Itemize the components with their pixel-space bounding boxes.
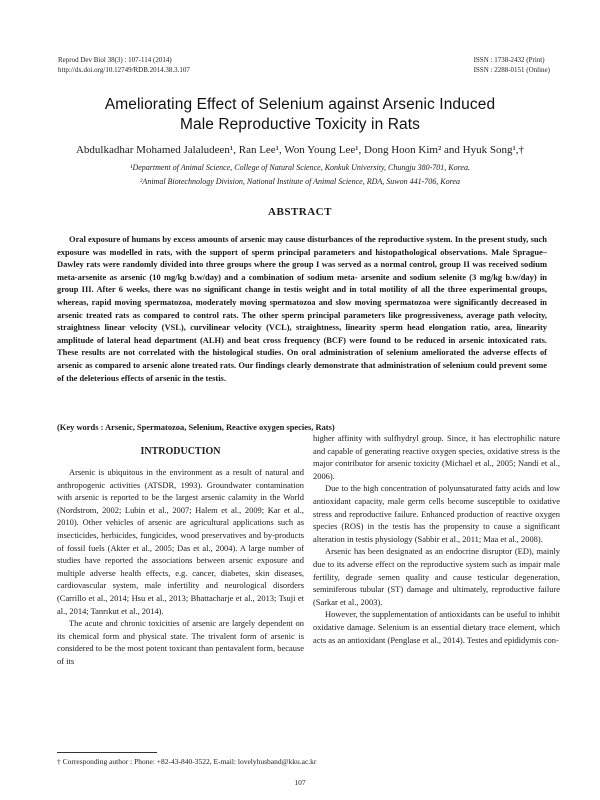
abstract-text: Oral exposure of humans by excess amounts of arsenic may cause disturbances of the reproductive system. In the present study, such exposure was modelled in rats, with the support of sperm principal parameters and histopathological observations. Male Sprague–Dawley rats were randomly divided into three groups where the group I was served as a normal control, group II was received sodium meta-arsenite as arsenic (10 mg/kg b.w/day) and a combination of sodium meta- arsenite and sodium selenite (3 mg/kg b.w/day) in group III. After 6 weeks, there was no significant change in testis weight and in total motility of all the three experimental groups, whereas, rapid moving spermatozoa, moderately moving spermatozoa and slow moving spermatozoa were significantly decreased in arsenic treated rats as compared to control rats. The other sperm principal parameters like progressiveness, average path velocity, straightness linear velocity (VSL), curvilinear velocity (VCL), straightness, linearity sperm head elongation ratio, area, linearity amplitude of lateral head department (ALH) and beat cross frequency (BCF) were found to be reduced in arsenic intoxicated rats. These results are not correlated with the histological studies. On oral administration of selenium ameliorated the adverse effects of arsenic as compared to arsenic alone treated rats. Our findings clearly demonstrate that administration of selenium could prevent some of the deleterious effects of arsenic in the testis. (57, 234, 547, 383)
author-list: Abdulkadhar Mohamed Jalaludeen¹, Ran Lee¹, Won Young Lee¹, Dong Hoon Kim² and Hyuk Song¹,† (75, 144, 524, 156)
corresponding-author-footnote: † Corresponding author : Phone: +82-43-840-3522, E-mail: lovelyhusband@kku.ac.kr (57, 757, 317, 766)
paper-title (0, 95, 600, 135)
intro-paragraph: Due to the high concentration of polyunsaturated fatty acids and low antioxidant capacity, male germ cells become susceptible to oxidative stress and reproductive failure. Enhanced production of reactive oxygen species (ROS) in the testis has the propensity to cause a significant alteration in testis physiology (Sabbir et al., 2011; Maa et al., 2008). (313, 483, 560, 544)
footnote-rule (57, 752, 157, 753)
affiliation-2: ²Animal Biotechnology Division, National Institute of Animal Science, RDA, Suwon 441-706, Korea (140, 177, 460, 186)
intro-paragraph: Arsenic has been designated as an endocrine disruptor (ED), mainly due to its adverse effect on the reproductive system such as impair male fertility, degrade semen quality and cause testicular degeneration, seminiferous tubular (ST) damage and ultimately, reproductive failure (Sarkar et al., 2003). (313, 546, 560, 607)
abstract-heading: ABSTRACT (268, 206, 332, 218)
page-number: 107 (294, 778, 306, 787)
keywords: (Key words : Arsenic, Spermatozoa, Selenium, Reactive oxygen species, Rats) (57, 422, 335, 432)
running-header-right (474, 55, 550, 75)
introduction-heading: INTRODUCTION (140, 446, 221, 457)
title-line-1: Ameliorating Effect of Selenium against Arsenic Induced (104, 96, 496, 113)
title-line-2: Male Reproductive Toxicity in Rats (179, 116, 421, 133)
journal-citation: Reprod Dev Biol 38(3) : 107-114 (2014) (58, 56, 172, 64)
intro-paragraph: higher affinity with sulfhydryl group. Since, it has electrophilic nature and capable of generating reactive oxygen species, oxidative stress is the major contributor for arsenic toxicity (Michael et al., 2005; Nandi et al., 2006). (313, 433, 560, 481)
doi-link[interactable]: http://dx.doi.org/10.12749/RDB.2014.38.3.107 (58, 66, 190, 74)
affiliation-1: ¹Department of Animal Science, College of Natural Science, Konkuk University, Chungju 380-701, Korea. (130, 163, 470, 172)
intro-paragraph: The acute and chronic toxicities of arsenic are largely dependent on its chemical form and physical state. The trivalent form of arsenic is considered to be the most potent toxicant than pentavalent form, because of its (57, 618, 304, 666)
issn-print: ISSN : 1738-2432 (Print) (473, 56, 545, 64)
issn-online: ISSN : 2288-0151 (Online) (473, 66, 550, 74)
intro-paragraph: Arsenic is ubiquitous in the environment as a result of natural and anthropogenic activities (ATSDR, 1993). Groundwater contamination with arsenic is reported to be the largest arsenic calamity in the World (Nordstrom, 2002; Lubin et al., 2007; Halem et al., 2009; Kar et al., 2010). Other vehicles of arsenic are agricultural applications such as insecticides, herbicides, fungicides, wood preservatives and by-products of fossil fuels (Akter et al., 2005; Das et al., 2004). A large number of studies have reported the associations between arsenic exposure and multiple adverse health effects, e.g. cancer, diabetes, skin diseases, cardiovascular system, male infertility and neurological disorders (Carrillo et al., 2014; Hsu et al., 2013; Bhattacharje et al., 2013; Tsuji et al., 2014; Tanrıkut et al., 2014). (57, 467, 304, 616)
running-header-left (58, 55, 190, 75)
intro-paragraph: However, the supplementation of antioxidants can be useful to inhibit oxidative damage. Selenium is an essential dietary trace element, which acts as an antioxidant (Penglase et al., 2014). Testes and epididymis con- (313, 609, 560, 645)
